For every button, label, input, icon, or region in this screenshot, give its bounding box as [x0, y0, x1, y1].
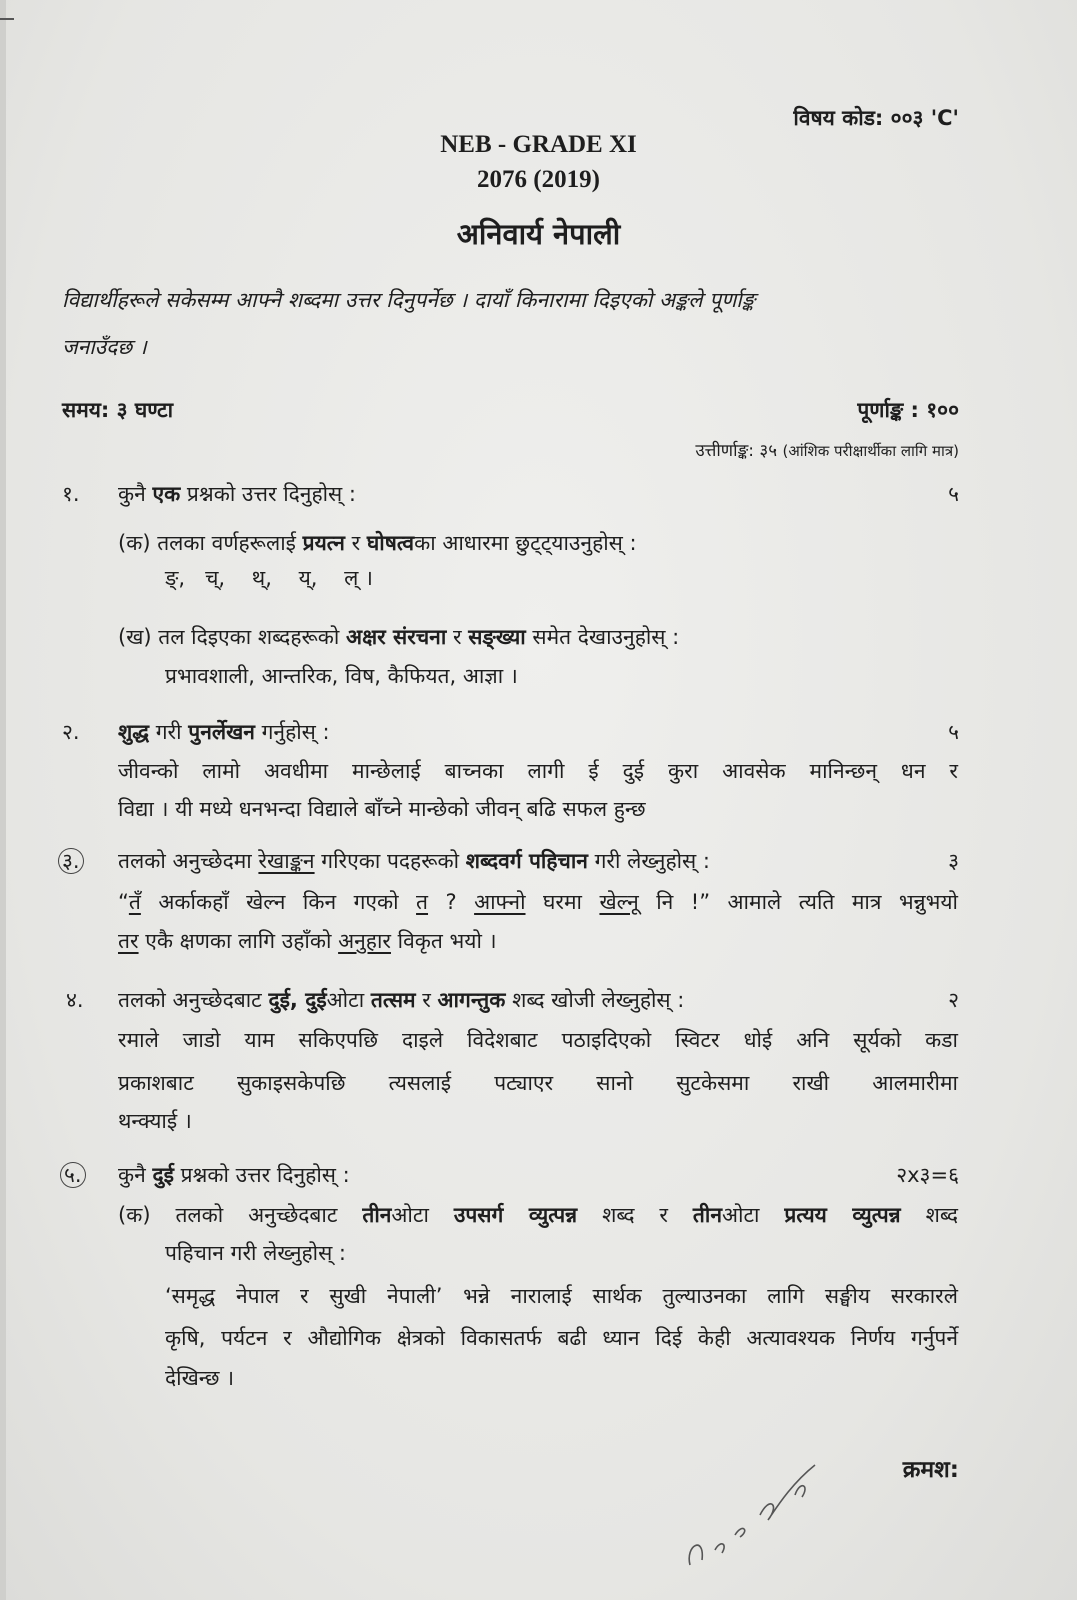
passage-line: देखिन्छ । — [165, 1366, 235, 1390]
text-segment: तलको अनुच्छेदबाट — [118, 988, 269, 1012]
full-marks: पूर्णाङ्क : १०० — [857, 398, 959, 422]
question-number: १. — [62, 482, 80, 506]
passage-line — [118, 887, 958, 917]
passage-line: जीवन्को लामो अवधीमा मान्छेलाई बाच्नका लागी ई दुई कुरा आवसेक मानिन्छन् धन र — [118, 759, 958, 783]
passage-line: रमाले जाडो याम सकिएपछि दाइले विदेशबाट पठाइदिएको स्विटर धोई अनि सूर्यको कडा — [118, 1028, 958, 1052]
passage-line: कृषि, पर्यटन र औद्योगिक क्षेत्रको विकासतर्फ बढी ध्यान दिई केही अत्यावश्यक निर्णय गर्नुपर्ने — [165, 1326, 958, 1350]
exam-board: NEB - GRADE XI — [440, 131, 637, 158]
bold-text: घोषत्व — [366, 531, 415, 555]
question-title — [118, 846, 710, 876]
subquestion-label: (क) — [118, 1203, 151, 1227]
bold-text: तीन — [362, 1203, 392, 1227]
subquestion-text — [157, 531, 636, 555]
pass-marks-value: उत्तीर्णाङ्क: ३५ — [695, 441, 778, 461]
letters-list: ङ्, च्, थ्, य्, ल् । — [165, 566, 374, 590]
underlined-word: त — [416, 890, 429, 914]
pass-marks-note: (आंशिक परीक्षार्थीका लागि मात्र) — [782, 442, 959, 460]
question-number — [60, 1160, 86, 1190]
subject-code: विषय कोड: ००३ 'C' — [793, 106, 959, 130]
subquestion-text — [158, 625, 679, 649]
question-marks: ५ — [948, 482, 959, 506]
text-segment: अर्काकहाँ खेल्न किन गएको — [140, 890, 417, 914]
text-segment: प्रश्नको उत्तर दिनुहोस् : — [180, 482, 356, 506]
handwritten-signature — [680, 1425, 840, 1575]
passage-line: ‘समृद्ध नेपाल र सुखी नेपाली’ भन्ने नारालाई सार्थक तुल्याउनका लागि सङ्घीय सरकारले — [165, 1284, 958, 1308]
underlined-word: आफ्नो — [474, 890, 526, 914]
text-segment: ओटा — [326, 988, 371, 1012]
question-number — [58, 846, 84, 876]
bold-text: दुई — [152, 1163, 174, 1187]
text-segment: ओटा — [391, 1203, 454, 1227]
subquestion — [118, 528, 637, 558]
question-title — [118, 479, 356, 509]
subquestion — [118, 1200, 958, 1230]
subject-title: अनिवार्य नेपाली — [456, 217, 621, 251]
text-segment: विकृत भयो । — [390, 929, 497, 953]
subquestion-text — [175, 1203, 958, 1227]
text-segment: समेत देखाउनुहोस् : — [525, 625, 680, 649]
subquestion-label: (क) — [118, 531, 151, 555]
bold-text: एक — [152, 482, 181, 506]
text-segment: एकै क्षणका लागि उहाँको — [138, 929, 339, 953]
exam-year: 2076 (2019) — [477, 166, 600, 193]
handwritten-circle: ३. — [58, 848, 84, 874]
words-list: प्रभावशाली, आन्तरिक, विष, कैफियत, आज्ञा । — [165, 664, 518, 688]
text-segment: “ — [118, 890, 129, 914]
question-marks: ५ — [948, 720, 959, 744]
text-segment: कुनै — [118, 482, 153, 506]
instructions-line: जनाउँदछ । — [62, 335, 147, 359]
question-number: ४. — [66, 988, 84, 1012]
pass-marks — [695, 436, 959, 466]
text-segment: तल दिइएका शब्दहरूको — [158, 625, 347, 649]
text-segment: शब्द र — [577, 1203, 693, 1227]
underlined-word: रेखाङ्कन — [258, 849, 315, 873]
text-segment: गरी लेख्नुहोस् : — [587, 849, 711, 873]
continued-label: क्रमश: — [902, 1457, 959, 1483]
bold-text: तीन — [692, 1203, 722, 1227]
text-segment: ? — [428, 890, 475, 914]
text-segment: घरमा — [525, 890, 600, 914]
underlined-word: तँ — [128, 890, 141, 914]
underlined-word: अनुहार — [338, 929, 391, 953]
bold-text: अक्षर संरचना — [346, 625, 447, 649]
text-segment: शब्द — [900, 1203, 958, 1227]
bold-text: दुई, दुई — [268, 988, 327, 1012]
text-segment: र — [446, 625, 469, 649]
text-segment: गर्नुहोस् : — [254, 720, 330, 744]
passage-line: विद्या । यी मध्ये धनभन्दा विद्याले बाँच्ने मान्छेको जीवन् बढि सफल हुन्छ — [118, 797, 646, 821]
text-segment: तलका वर्णहरूलाई — [157, 531, 303, 555]
text-segment: नि !” आमाले त्यति मात्र भन्नुभयो — [638, 890, 958, 914]
passage-line — [118, 926, 497, 956]
bold-text: प्रयत्न — [302, 531, 345, 555]
scan-mark — [0, 18, 14, 20]
question-title — [118, 985, 684, 1015]
text-segment: प्रश्नको उत्तर दिनुहोस् : — [173, 1163, 350, 1187]
passage-line: प्रकाशबाट सुकाइसकेपछि त्यसलाई पट्याएर सानो सुटकेसमा राखी आलमारीमा — [118, 1071, 958, 1095]
text-segment: तलको अनुच्छेदमा — [118, 849, 259, 873]
bold-text: पुनर्लेखन — [188, 720, 255, 744]
text-segment: र — [344, 531, 367, 555]
bold-text: सङ्ख्या — [468, 625, 526, 649]
underlined-word: खेल्नू — [599, 890, 639, 914]
bold-text: शब्दवर्ग पहिचान — [465, 849, 588, 873]
text-segment: कुनै — [118, 1163, 153, 1187]
question-title — [118, 717, 330, 747]
text-segment: गरिएका पदहरूको — [314, 849, 466, 873]
text-segment: र — [415, 988, 438, 1012]
passage-line: थन्क्याई । — [118, 1109, 192, 1133]
question-marks: ३ — [948, 849, 959, 873]
text-segment: शब्द खोजी लेख्नुहोस् : — [505, 988, 685, 1012]
handwritten-circle: ५. — [60, 1162, 86, 1188]
text-segment: गरी — [149, 720, 189, 744]
text-segment: का आधारमा छुट्ट्याउनुहोस् : — [414, 531, 637, 555]
subquestion — [118, 622, 679, 652]
instructions-line: विद्यार्थीहरूले सकेसम्म आफ्नै शब्दमा उत्तर दिनुपर्नेछ । दायाँ किनारामा दिइएको अङ्कले पूर्णाङ्क — [62, 288, 756, 312]
exam-time: समय: ३ घण्टा — [62, 398, 174, 422]
question-number: २. — [62, 720, 80, 744]
question-title — [118, 1160, 350, 1190]
subquestion-label: (ख) — [118, 625, 152, 649]
question-marks: २ — [948, 988, 959, 1012]
subquestion-text: पहिचान गरी लेख्नुहोस् : — [165, 1241, 347, 1265]
bold-text: आगन्तुक — [437, 988, 506, 1012]
bold-text: उपसर्ग व्युत्पन्न — [453, 1203, 578, 1227]
bold-text: प्रत्यय व्युत्पन्न — [784, 1203, 901, 1227]
bold-text: शुद्ध — [118, 720, 150, 744]
text-segment: तलको अनुच्छेदबाट — [175, 1203, 363, 1227]
question-marks: २x३=६ — [896, 1163, 959, 1187]
underlined-word: तर — [118, 929, 139, 953]
bold-text: तत्सम — [370, 988, 416, 1012]
text-segment: ओटा — [721, 1203, 785, 1227]
